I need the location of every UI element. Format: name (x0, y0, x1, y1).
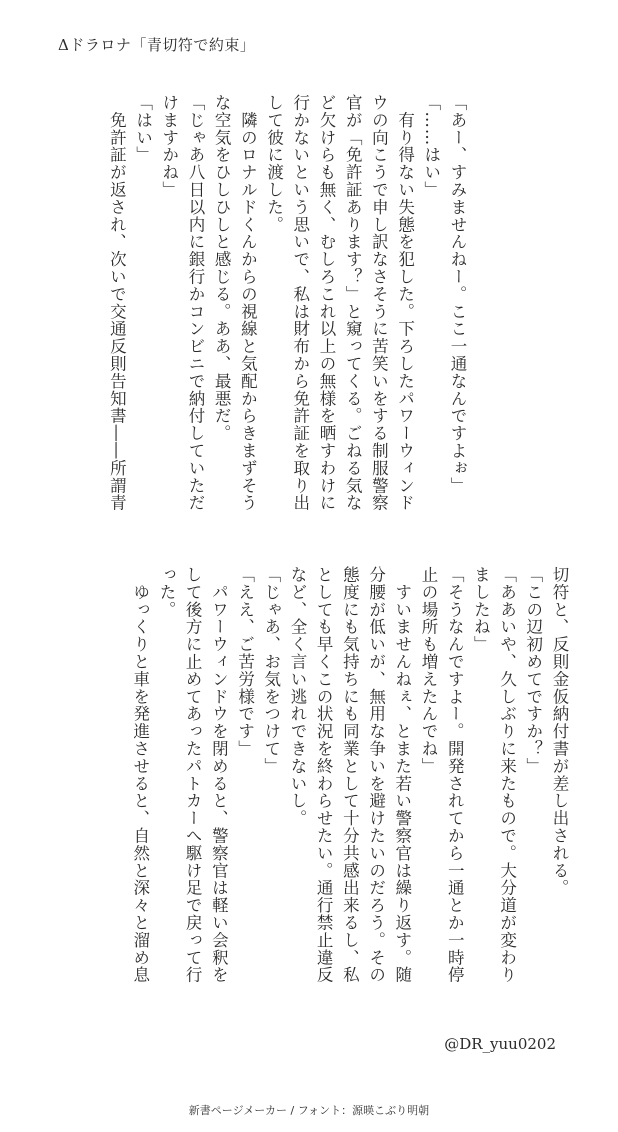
page-title: Δドラロナ「青切符で約束」 (58, 36, 256, 54)
text-line: 分腰が低いが、無用な争いを避けたいのだろう。その (366, 566, 386, 984)
text-line: 免許証が返され、次いで交通反則告知書――所謂青 (107, 94, 127, 512)
text-line: った。 (156, 566, 176, 619)
text-line: 止の場所も増えたんでね」 (418, 566, 438, 775)
author-handle: @DR_yuu0202 (444, 1035, 556, 1053)
text-line: 「そうなんですよー。開発されてから一通とか一時停 (445, 566, 465, 984)
text-line: ど欠けらも無く、むしろこれ以上の無様を晒すわけに (316, 94, 336, 512)
text-line: 有り得ない失態を犯した。下ろしたパワーウィンド (395, 94, 415, 512)
text-line: けますかね」 (159, 94, 179, 199)
text-line: 行かないという思いで、私は財布から免許証を取り出 (290, 94, 310, 512)
text-line: としても早くこの状況を終わらせたい。通行禁止違反 (314, 566, 334, 984)
text-line: 「あー、すみませんねー。ここ一通なんですよぉ」 (448, 94, 467, 495)
text-block-upper (103, 94, 470, 530)
text-line: な空気をひしひしと感じる。ああ、最悪だ。 (212, 94, 232, 442)
text-line: 「じゃあ八日以内に銀行かコンビニで納付していただ (185, 94, 205, 512)
footer-credit: 新書ページメーカー / フォント：源暎こぶり明朝 (188, 1104, 430, 1117)
text-line: 官が「免許証あります？」と窺ってくる。ごねる気な (343, 94, 363, 512)
text-line: ウの向こうで申し訳なさそうに苦笑いをする制服警察 (369, 94, 389, 512)
text-line: して彼に渡した。 (264, 94, 284, 234)
text-line: 態度にも気持ちにも同業として十分共感出来るし、私 (340, 566, 360, 984)
text-line: 「ええ、ご苦労様です」 (235, 566, 255, 758)
text-block-lower (127, 566, 572, 1002)
text-line: して後方に止めてあったパトカーへ駆け足で戻って行 (183, 566, 203, 984)
text-line: 「この辺初めてですか？」 (523, 566, 543, 775)
text-line: 「はい」 (133, 94, 153, 164)
text-line: 「ああいや、久しぶりに来たもので。大分道が変わり (497, 566, 517, 984)
text-line: など、全く言い逃れできないし。 (287, 566, 307, 827)
text-line: すいませんねぇ、とまた若い警察官は繰り返す。随 (392, 566, 412, 984)
text-line: パワーウィンドウを閉めると、警察官は軽い会釈を (209, 566, 229, 984)
text-line: ゆっくりと車を発進させると、自然と深々と溜め息 (130, 566, 150, 984)
text-line: ましたね」 (471, 566, 491, 653)
text-line: 「……はい」 (421, 94, 441, 199)
text-line: 「じゃあ、お気をつけて」 (261, 566, 281, 775)
text-line: 隣のロナルドくんからの視線と気配からきまずそう (238, 94, 258, 512)
text-line: 切符と、反則金仮納付書が差し出される。 (550, 566, 569, 897)
